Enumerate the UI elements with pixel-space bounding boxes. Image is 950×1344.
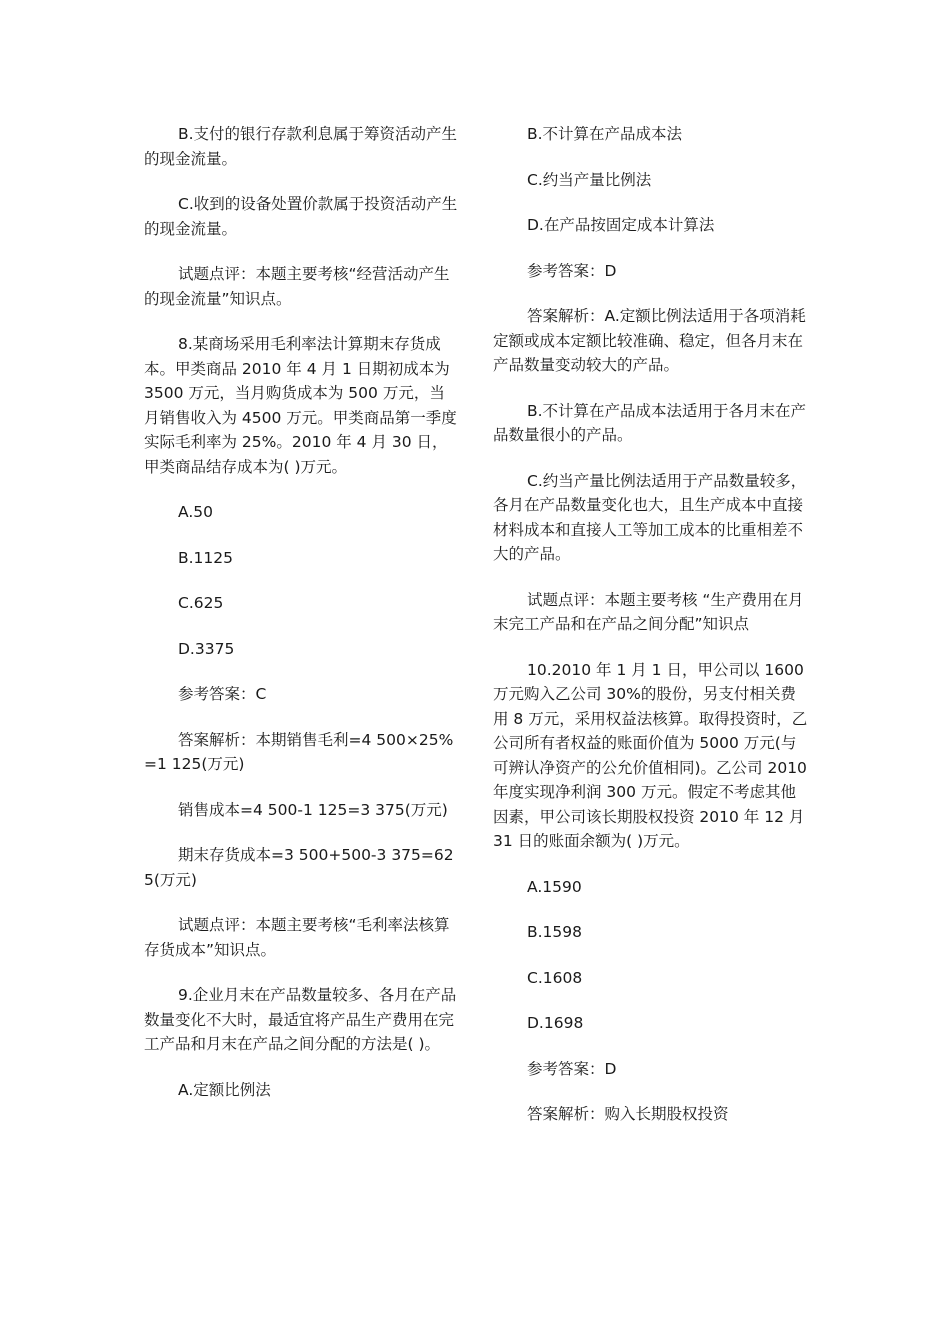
- paragraph: 期末存货成本=3 500+500-3 375=625(万元): [144, 846, 454, 889]
- option-d: D.1698: [527, 1014, 584, 1032]
- answer-explanation: 答案解析：A.定额比例法适用于各项消耗定额或成本定额比较准确、稳定，但各月末在产品数量变动较大的产品。: [493, 307, 806, 374]
- question-9: 9.企业月末在产品数量较多、各月在产品数量变化不大时，最适宜将产品生产费用在完工产品和月末在产品之间分配的方法是( )。: [144, 986, 457, 1053]
- paragraph: B.支付的银行存款利息属于筹资活动产生的现金流量。: [144, 125, 458, 168]
- question-8: 8.某商场采用毛利率法计算期末存货成本。甲类商品 2010 年 4 月 1 日期初成本为 3500 万元，当月购货成本为 500 万元，当月销售收入为 4500 万元。甲类商品第一季度实际毛利率为 25%。2010 年 4 月 30 日，甲类商品结存成本为( )万元。: [144, 335, 457, 476]
- question-comment: 试题点评：本题主要考核“毛利率法核算存货成本”知识点。: [144, 916, 450, 959]
- paragraph: C.收到的设备处置价款属于投资活动产生的现金流量。: [144, 195, 458, 238]
- paragraph: C.约当产量比例法适用于产品数量较多，各月在产品数量变化也大，且生产成本中直接材料成本和直接人工等加工成本的比重相差不大的产品。: [493, 471, 807, 563]
- paragraph: B.不计算在产品成本法适用于各月末在产品数量很小的产品。: [493, 401, 807, 444]
- paragraph: 试题点评：本题主要考核“经营活动产生的现金流量”知识点。: [144, 265, 450, 308]
- option-c: C.约当产量比例法: [527, 170, 652, 189]
- option-b: B.1598: [527, 923, 583, 941]
- answer-explanation: 答案解析：购入长期股权投资: [527, 1105, 729, 1123]
- left-column: [144, 122, 460, 1123]
- paragraph: 销售成本=4 500-1 125=3 375(万元): [178, 800, 448, 819]
- option-b: B.1125: [178, 548, 234, 567]
- option-c: C.1608: [527, 968, 583, 987]
- question-10: 10.2010 年 1 月 1 日，甲公司以 1600 万元购入乙公司 30%的股份，另支付相关费用 8 万元，采用权益法核算。取得投资时，乙公司所有者权益的账面价值为 5000 万元(与可辨认净资产的公允价值相同)。乙公司 2010 年度实现净利润 300 万元。假定不考虑其他因素，甲公司该长期股权投资 2010 年 12 月 31 日的账面余额为( )万元。: [493, 660, 808, 850]
- option-a: A.50: [178, 503, 213, 521]
- answer-explanation: 答案解析：本期销售毛利=4 500×25%=1 125(万元): [144, 730, 454, 773]
- reference-answer: 参考答案：D: [527, 1059, 617, 1078]
- option-d: D.在产品按固定成本计算法: [527, 216, 715, 234]
- option-b: B.不计算在产品成本法: [527, 125, 683, 143]
- option-d: D.3375: [178, 639, 235, 658]
- right-column: [493, 122, 809, 1148]
- question-comment: 试题点评：本题主要考核 “生产费用在月末完工产品和在产品之间分配”知识点: [493, 590, 804, 633]
- reference-answer: 参考答案：D: [527, 261, 617, 280]
- reference-answer: 参考答案：C: [178, 685, 267, 703]
- option-c: C.625: [178, 594, 224, 612]
- option-a: A.定额比例法: [178, 1080, 271, 1099]
- option-a: A.1590: [527, 877, 582, 896]
